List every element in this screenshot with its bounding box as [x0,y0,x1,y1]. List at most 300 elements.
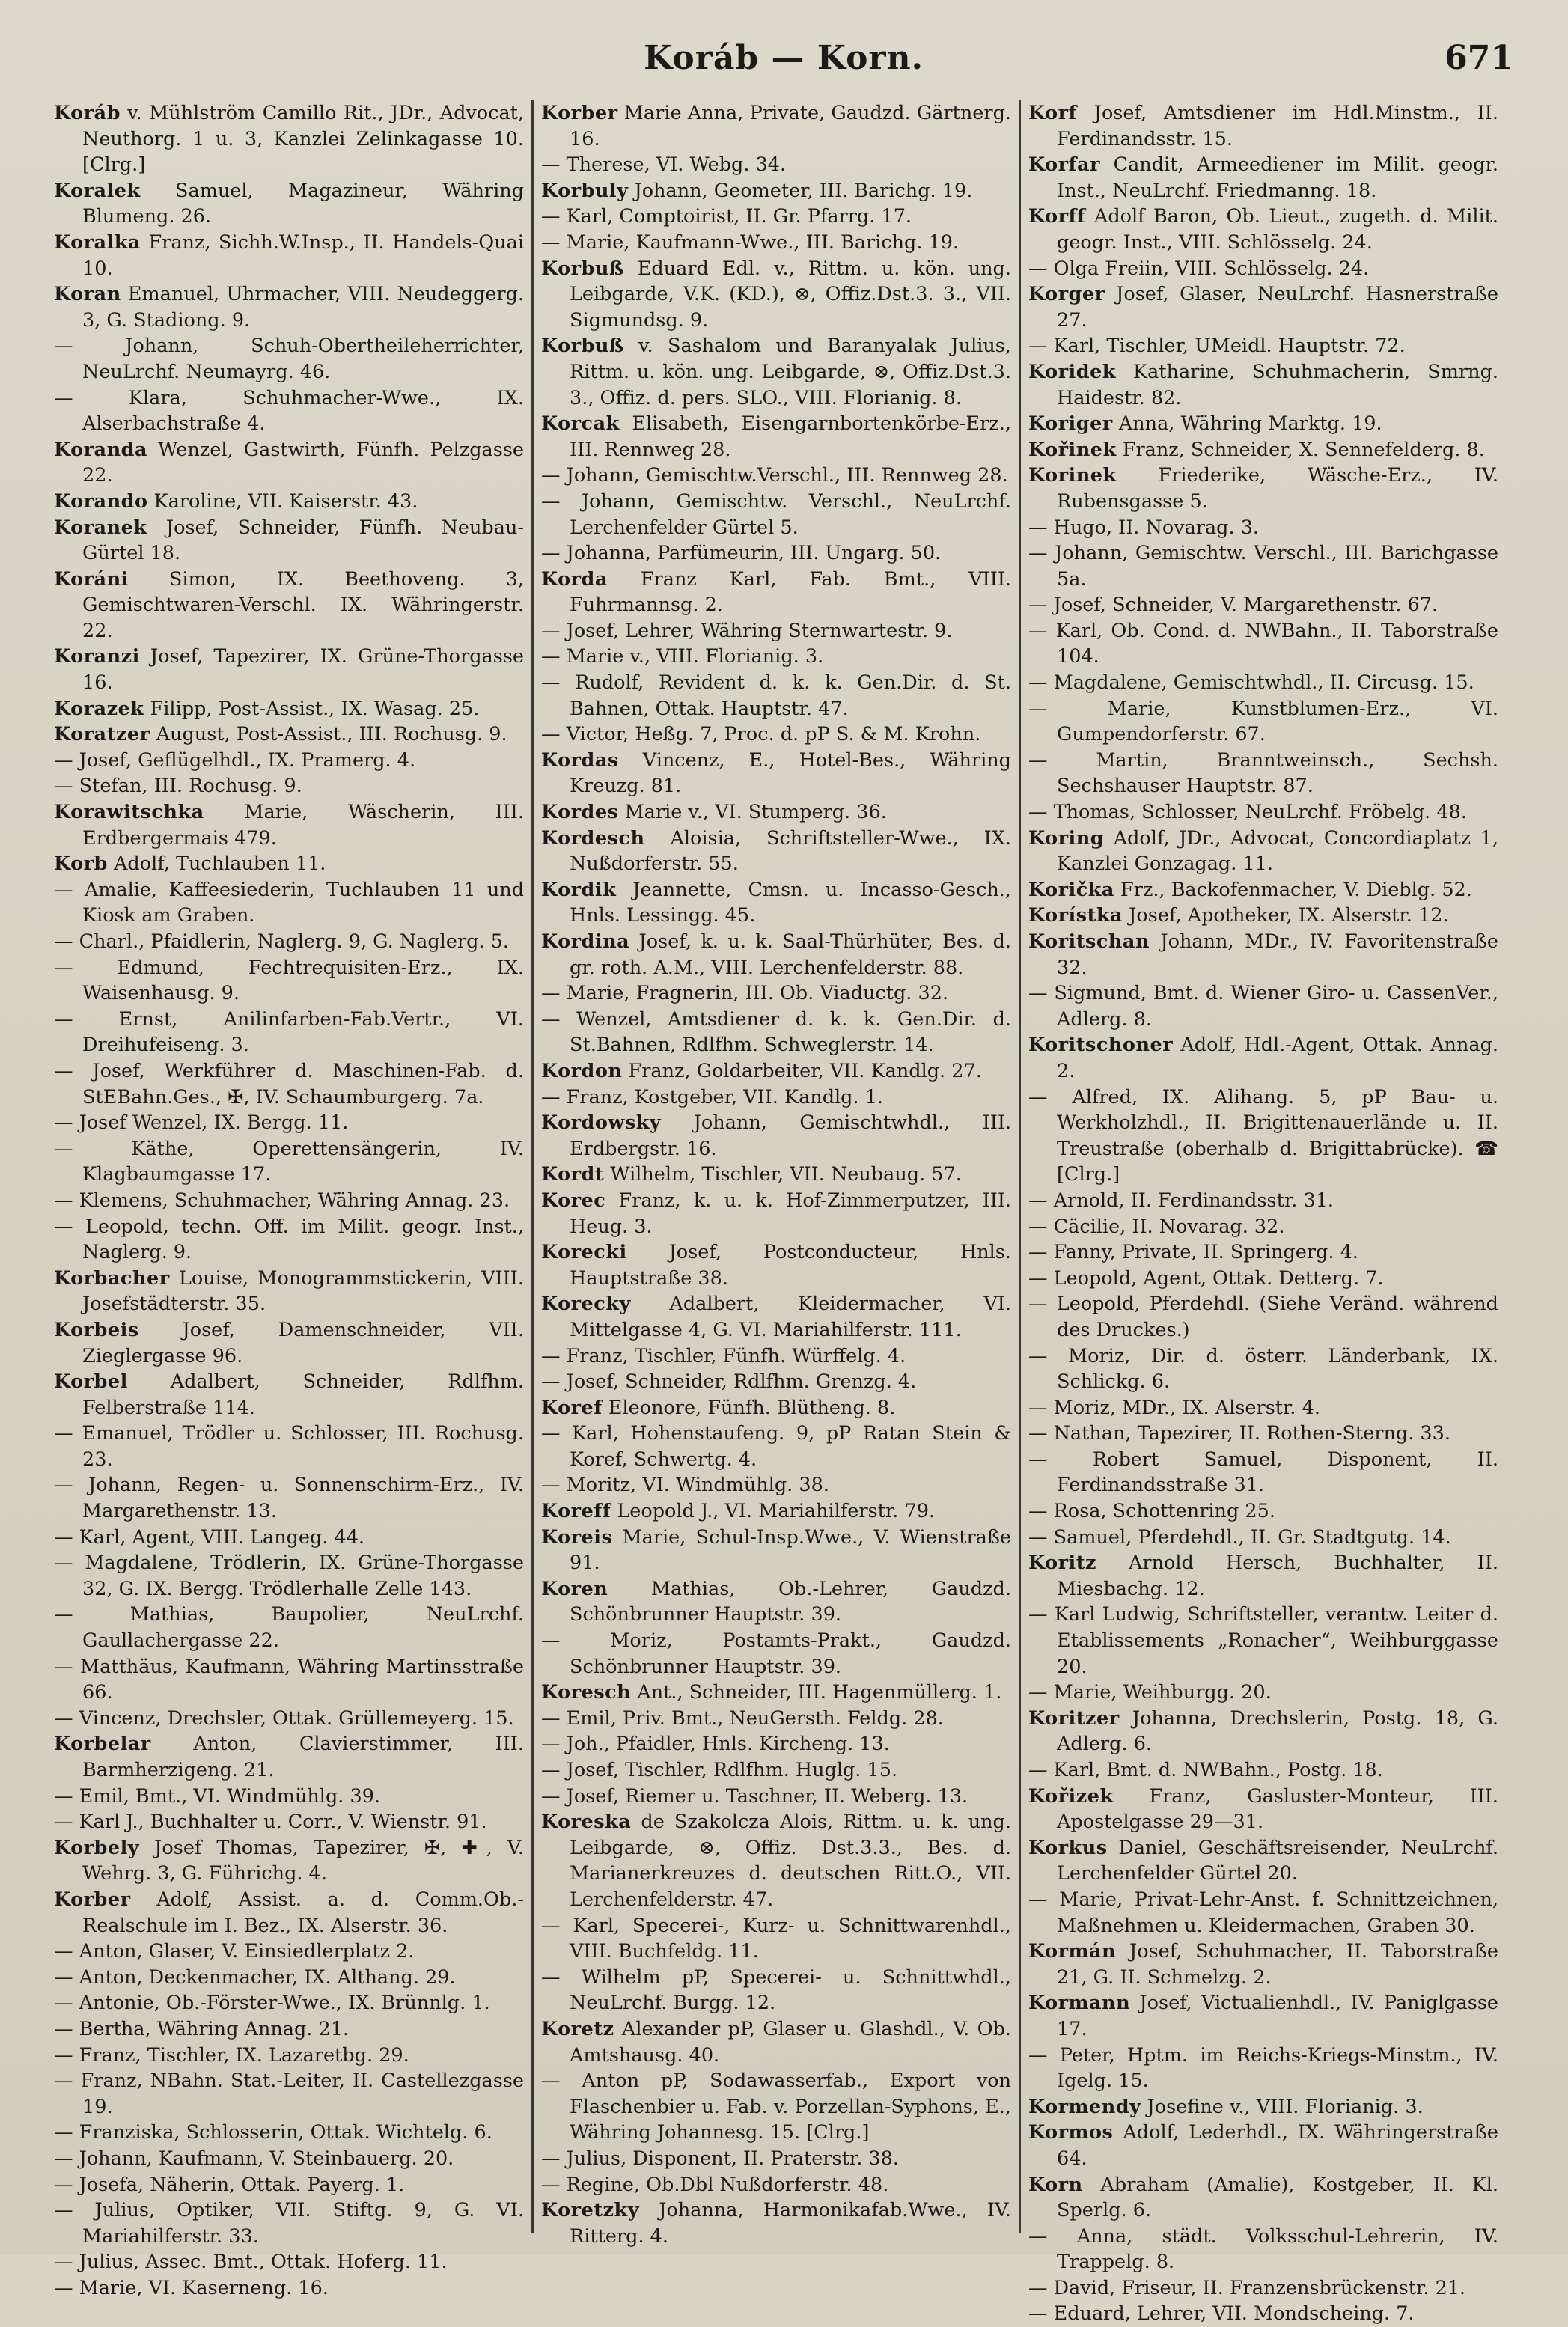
directory-entry [54,1472,524,1524]
entry-details: — Käthe, Operettensängerin, IV. Klagbaumgasse 17. [54,1137,524,1186]
directory-entry [541,1965,1011,2016]
directory-entry [54,748,524,774]
entry-details: — Johann, Schuh-Obertheileherrichter, NeuLrchf. Neumayrg. 46. [54,335,524,383]
entry-surname: Korecki [541,1241,627,1264]
entry-surname: Koranzi [54,645,140,668]
directory-entry [1028,2172,1498,2224]
directory-entry [1028,1706,1498,1757]
entry-details: Adolf, JDr., Advocat, Concordiaplatz 1, Kanzlei Gonzagag. 11. [1057,826,1498,876]
entry-details: Franz, Goldarbeiter, VII. Kandlg. 27. [622,1059,982,1082]
directory-entry [541,1162,1011,1188]
entry-details: — Franz, NBahn. Stat.-Leiter, II. Castellezgasse 19. [54,2070,524,2118]
entry-details: — Johanna, Parfümeurin, III. Ungarg. 50. [541,542,942,565]
entry-details: Marie, Wäscherin, III. Erdbergermais 479. [82,801,524,850]
directory-entry [54,1965,524,1991]
entry-details: — Cäcilie, II. Novarag. 32. [1028,1215,1285,1238]
entry-details: Abraham (Amalie), Kostgeber, II. Kl. Sperlg. 6. [1057,2173,1498,2222]
directory-entry [1028,1835,1498,1887]
directory-entry [54,1809,524,1835]
entry-surname: Kordina [541,930,630,953]
entry-details: Johann, Geometer, III. Barichg. 19. [628,179,973,202]
directory-entry [54,696,524,722]
directory-entry [541,748,1011,799]
entry-details: — Johann, Gemischtw. Verschl., NeuLrchf. Lerchenfelder Gürtel 5. [541,490,1011,539]
directory-entry [1028,592,1498,618]
entry-details: Eduard Edl. v., Rittm. u. kön. ung. Leibgarde, V.K. (KD.), ⊗, Offiz.Dst.3. 3., VII. Sigmundsg. 9. [570,257,1011,332]
directory-entry [1028,2224,1498,2275]
entry-surname: Koring [1028,826,1105,850]
entry-details: — Josef, Geflügelhdl., IX. Pramerg. 4. [54,748,416,772]
directory-entry [54,644,524,695]
directory-entry [1028,1939,1498,1990]
entry-details: — Eduard, Lehrer, VII. Mondscheing. 7. [1028,2302,1415,2326]
directory-entry [541,2198,1011,2249]
entry-details: — Wenzel, Amtsdiener d. k. k. Gen.Dir. d. St.Bahnen, Rdlfhm. Schweglerstr. 14. [541,1007,1011,1057]
directory-entry [1028,748,1498,799]
entry-details: August, Post-Assist., III. Rochusg. 9. [150,723,507,746]
entry-details: — Magdalene, Gemischtwhdl., II. Circusg. 15. [1028,671,1474,695]
entry-details: — Edmund, Fechtrequisiten-Erz., IX. Waisenhausg. 9. [54,956,524,1005]
entry-details: Franz Karl, Fab. Bmt., VIII. Fuhrmannsg. 2. [570,567,1011,617]
entry-details: Anna, Währing Marktg. 19. [1112,412,1382,436]
entry-surname: Koref [541,1396,603,1419]
entry-details: Franz, Sichh.W.Insp., II. Handels-Quai 10. [82,231,524,280]
entry-surname: Kordik [541,878,617,901]
directory-entry [541,1576,1011,1628]
directory-entry [541,644,1011,670]
directory-entry [1028,929,1498,980]
entry-details: Josef, Tapezirer, IX. Grüne-Thorgasse 16. [82,645,524,695]
entry-details: Arnold Hersch, Buchhalter, II. Miesbachg. 12. [1057,1552,1498,1600]
columns [49,100,1516,2326]
directory-entry [1028,540,1498,592]
directory-entry [54,1784,524,1810]
entry-details: Wenzel, Gastwirth, Fünfh. Pelzgasse 22. [82,438,524,487]
entry-details: Josef, Schuhmacher, II. Taborstraße 21, G. II. Schmelzg. 2. [1057,1940,1498,1989]
directory-entry [54,333,524,385]
entry-details: — Anna, städt. Volksschul-Lehrerin, IV. Trappelg. 8. [1028,2224,1498,2274]
entry-details: — Marie, Fragnerin, III. Ob. Viaductg. 32. [541,982,949,1005]
entry-details: Friederike, Wäsche-Erz., IV. Rubensgasse 5. [1057,464,1498,513]
entry-details: — Ernst, Anilinfarben-Fab.Vertr., VI. Dreihufeiseng. 3. [54,1007,524,1057]
directory-entry [54,1835,524,1887]
directory-entry [1028,1784,1498,1835]
entry-details: Louise, Monogrammstickerin, VIII. Josefstädterstr. 35. [82,1266,524,1316]
directory-entry [1028,1344,1498,1395]
directory-entry [54,1136,524,1188]
entry-details: — Anton, Glaser, V. Einsiedlerplatz 2. [54,1940,415,1963]
directory-entry [541,152,1011,178]
entry-details: — Karl, Tischler, UMeidl. Hauptstr. 72. [1028,335,1406,358]
entry-details: Adalbert, Schneider, Rdlfhm. Felberstraße 114. [82,1370,524,1419]
directory-entry [54,1317,524,1369]
entry-details: — Josefa, Näherin, Ottak. Payerg. 1. [54,2173,405,2196]
directory-entry [541,1188,1011,1239]
directory-entry [541,1913,1011,1965]
directory-entry [54,2068,524,2120]
entry-details: — Samuel, Pferdehdl., II. Gr. Stadtgutg. 14. [1028,1525,1451,1549]
entry-surname: Koretz [541,2017,614,2040]
entry-surname: Korber [541,102,618,124]
entry-surname: Kordes [541,801,619,824]
entry-details: — Karl, Bmt. d. NWBahn., Postg. 18. [1028,1759,1383,1781]
entry-details: Daniel, Geschäftsreisender, NeuLrchf. Lerchenfelder Gürtel 20. [1057,1836,1498,1885]
directory-entry [54,1706,524,1732]
entry-details: — Rosa, Schottenring 25. [1028,1500,1275,1523]
entry-details: Elisabeth, Eisengarnbortenkörbe-Erz., III. Rennweg 28. [570,412,1011,461]
entry-details: — Julius, Optiker, VII. Stiftg. 9, G. VI. Mariahilferstr. 33. [54,2199,524,2248]
directory-entry [54,1188,524,1214]
entry-surname: Korbuß [541,335,624,358]
running-title: Koráb — Korn. [644,39,924,77]
directory-entry [1028,1239,1498,1266]
entry-surname: Korbely [54,1836,140,1859]
entry-details: Johann, Gemischtwhdl., III. Erdbergstr. 16. [570,1111,1011,1160]
directory-entry [1028,2275,1498,2302]
directory-entry [1028,1602,1498,1680]
directory-entry [1028,696,1498,748]
directory-entry [54,515,524,567]
directory-entry [1028,256,1498,282]
entry-surname: Koridek [1028,360,1116,383]
directory-entry [54,1421,524,1472]
directory-entry [1028,670,1498,696]
entry-surname: Koranda [54,438,147,461]
entry-details: Josef, Schneider, Fünfh. Neubau-Gürtel 18. [82,516,524,565]
directory-entry [1028,437,1498,463]
entry-details: — Arnold, II. Ferdinandsstr. 31. [1028,1189,1334,1212]
entry-surname: Koran [54,283,121,306]
entry-details: Franz, Gasluster-Monteur, III. Apostelgasse 29—31. [1057,1784,1498,1834]
directory-entry [54,385,524,437]
entry-details: Josef Thomas, Tapezirer, ✠, ✚, V. Wehrg. 3, G. Führichg. 4. [82,1836,524,1885]
entry-surname: Koreis [541,1525,613,1549]
entry-details: Samuel, Magazineur, Währing Blumeng. 26. [82,179,524,228]
entry-details: Mathias, Ob.-Lehrer, Gaudzd. Schönbrunner Hauptstr. 39. [570,1577,1011,1626]
entry-details: — Josef, Riemer u. Taschner, II. Weberg. 13. [541,1784,968,1808]
directory-entry [541,1784,1011,1810]
entry-details: Katharine, Schuhmacherin, Smrng. Haidestr. 82. [1057,360,1498,409]
directory-entry [1028,877,1498,903]
directory-entry [1028,1188,1498,1214]
entry-details: — Marie, VI. Kaserneng. 16. [54,2276,329,2299]
entry-surname: Kordon [541,1059,623,1082]
entry-surname: Koritz [1028,1552,1096,1575]
directory-entry [54,2172,524,2198]
entry-details: — Matthäus, Kaufmann, Währing Martinsstraße 66. [54,1655,524,1704]
directory-entry [1028,1214,1498,1240]
directory-entry [541,333,1011,411]
directory-entry [54,1110,524,1136]
entry-details: Josef, Postconducteur, Hnls. Hauptstraße 38. [570,1241,1011,1290]
entry-details: Josef, Glaser, NeuLrchf. Hasnerstraße 27. [1057,283,1498,332]
entry-details: Candit, Armeediener im Milit. geogr. Inst., NeuLrchf. Friedmanng. 18. [1057,153,1498,202]
directory-entry [541,1007,1011,1058]
entry-details: de Szakolcza Alois, Rittm. u. k. ung. Leibgarde, ⊗, Offiz. Dst.3.3., Bes. d. Marianerkreuzes d. deutschen Ritt.O., VII. Lerchenfelderstr. 47. [570,1811,1011,1911]
entry-details: — Franz, Tischler, IX. Lazaretbg. 29. [54,2043,409,2067]
entry-surname: Korb [54,853,108,876]
directory-entry [541,1680,1011,1706]
directory-entry [541,256,1011,334]
directory-entry [54,1602,524,1653]
directory-entry [541,618,1011,644]
directory-entry [1028,515,1498,541]
directory-entry [541,722,1011,748]
entry-details: — Anton pP, Sodawasserfab., Export von Flaschenbier u. Fab. v. Porzellan-Syphons, E., Währing Johannesg. 15. [Clrg.] [541,2070,1011,2144]
directory-entry [541,1085,1011,1111]
entry-details: — Karl, Ob. Cond. d. NWBahn., II. Taborstraße 104. [1028,619,1498,668]
entry-details: — Vincenz, Drechsler, Ottak. Grüllemeyerg. 15. [54,1707,514,1730]
entry-details: — Karl, Comptoirist, II. Gr. Pfarrg. 17. [541,205,912,228]
directory-entry [54,489,524,515]
entry-details: Johanna, Drechslerin, Postg. 18, G. Adlerg. 6. [1057,1707,1498,1756]
directory-entry [541,1110,1011,1162]
entry-details: — Klemens, Schuhmacher, Währing Annag. 23. [54,1189,510,1212]
entry-details: — Karl, Hohenstaufeng. 9, pP Ratan Stein & Koref, Schwertg. 4. [541,1422,1011,1471]
entry-details: — Josef, Tischler, Rdlfhm. Huglg. 15. [541,1759,898,1781]
entry-details: — Marie v., VIII. Florianig. 3. [541,645,824,668]
entry-details: — Thomas, Schlosser, NeuLrchf. Fröbelg. 48. [1028,801,1467,824]
entry-surname: Kormán [1028,1940,1117,1963]
directory-entry [541,463,1011,489]
entry-surname: Korbuly [541,179,629,202]
directory-entry [54,877,524,929]
entry-details: — Charl., Pfaidlerin, Naglerg. 9, G. Naglerg. 5. [54,930,509,953]
directory-entry [1028,100,1498,152]
directory-entry [54,929,524,955]
entry-details: — Karl J., Buchhalter u. Corr., V. Wienstr. 91. [54,1811,487,1834]
entry-surname: Korber [54,1888,131,1911]
entry-details: — Therese, VI. Webg. 34. [541,153,787,177]
entry-surname: Koralka [54,231,141,254]
directory-entry [54,1007,524,1058]
entry-surname: Koratzer [54,723,150,746]
entry-details: Franz, k. u. k. Hof-Zimmerputzer, III. Heug. 3. [570,1189,1011,1238]
entry-details: — Moritz, VI. Windmühlg. 38. [541,1474,829,1497]
entry-surname: Koretzky [541,2199,640,2222]
entry-details: Simon, IX. Beethoveng. 3, Gemischtwaren-Verschl. IX. Währingerstr. 22. [82,567,524,642]
entry-details: — Leopold, Pferdehdl. (Siehe Veränd. während des Druckes.) [1028,1293,1498,1341]
directory-entry [1028,1990,1498,2042]
directory-entry [541,230,1011,256]
entry-details: — Marie, Kunstblumen-Erz., VI. Gumpendorferstr. 67. [1028,697,1498,746]
directory-entry [1028,333,1498,359]
directory-entry [1028,1887,1498,1939]
entry-details: Emanuel, Uhrmacher, VIII. Neudeggerg. 3, G. Stadiong. 9. [82,283,524,332]
entry-surname: Kordowsky [541,1111,662,1135]
directory-entry [541,1291,1011,1343]
directory-entry [541,1472,1011,1498]
entry-details: — Rudolf, Revident d. k. k. Gen.Dir. d. St. Bahnen, Ottak. Hauptstr. 47. [541,671,1011,720]
directory-entry [54,567,524,644]
entry-surname: Kořinek [1028,438,1117,461]
directory-entry [541,826,1011,877]
entry-surname: Kořizek [1028,1784,1114,1808]
page-number: 671 [1445,39,1513,77]
directory-entry [54,2120,524,2146]
entry-surname: Korda [541,567,608,591]
entry-details: Josef, Amtsdiener im Hdl.Minstm., II. Ferdinandsstr. 15. [1057,102,1498,150]
entry-details: Adolf, Lederhdl., IX. Währingerstraße 64. [1057,2121,1498,2170]
entry-surname: Korbacher [54,1266,170,1290]
entry-surname: Kormos [1028,2121,1114,2144]
entry-surname: Kordas [541,748,619,772]
entry-details: — Regine, Ob.Dbl Nußdorferstr. 48. [541,2173,889,2196]
directory-entry [54,2249,524,2275]
entry-surname: Koritschan [1028,930,1150,953]
directory-entry [54,230,524,281]
directory-entry [1028,2094,1498,2120]
entry-details: Aloisia, Schriftsteller-Wwe., IX. Nußdorferstr. 55. [570,826,1011,876]
entry-details: Josef, Victualienhdl., IV. Paniglgasse 17. [1057,1992,1498,2040]
entry-surname: Koren [541,1577,608,1600]
entry-surname: Korcak [541,412,620,436]
directory-entry [541,1525,1011,1576]
directory-entry [541,980,1011,1007]
entry-surname: Korff [1028,205,1086,228]
entry-surname: Koranek [54,516,147,539]
directory-entry [541,489,1011,540]
directory-entry [541,1421,1011,1472]
entry-details: — David, Friseur, II. Franzensbrückenstr. 21. [1028,2276,1466,2299]
directory-entry [1028,903,1498,929]
column-divider [531,100,534,2233]
entry-details: — Bertha, Währing Annag. 21. [54,2017,350,2040]
entry-surname: Korička [1028,878,1114,901]
entry-details: Vincenz, E., Hotel-Bes., Währing Kreuzg. 81. [570,748,1011,798]
entry-details: — Johann, Gemischtw. Verschl., III. Barichgasse 5a. [1028,542,1498,591]
directory-entry [1028,2043,1498,2094]
directory-entry [541,1498,1011,1525]
directory-entry [541,1395,1011,1421]
entry-details: — Karl, Specerei-, Kurz- u. Schnittwarenhdl., VIII. Buchfeldg. 11. [541,1914,1011,1963]
entry-details: — Alfred, IX. Alihang. 5, pP Bau- u. Werkholzhdl., II. Brigittenauerlände u. II. Treustraße (oberhalb d. Brigittabrücke). ☎ [Clrg.] [1028,1085,1498,1186]
entry-details: — Johann, Kaufmann, V. Steinbauerg. 20. [54,2147,454,2170]
directory-entry [54,437,524,489]
entry-details: — Marie, Privat-Lehr-Anst. f. Schnittzeichnen, Maßnehmen u. Kleidermachen, Graben 30. [1028,1888,1498,1937]
entry-details: — Olga Freiin, VIII. Schlösselg. 24. [1028,257,1370,280]
directory-entry [54,1654,524,1706]
entry-surname: Korawitschka [54,801,204,824]
directory-entry [54,178,524,230]
entry-details: — Emil, Priv. Bmt., NeuGersth. Feldg. 28. [541,1707,944,1730]
entry-surname: Kordt [541,1163,605,1186]
entry-surname: Koralek [54,179,141,202]
entry-surname: Koreff [541,1500,611,1523]
entry-surname: Korazek [54,697,144,720]
entry-details: — Karl Ludwig, Schriftsteller, verantw. Leiter d. Etablissements „Ronacher“, Weihburggasse 20. [1028,1603,1498,1678]
entry-details: — Mathias, Baupolier, NeuLrchf. Gaullachergasse 22. [54,1603,524,1653]
directory-entry [1028,2120,1498,2171]
entry-surname: Korger [1028,283,1105,306]
entry-details: Adolf, Assist. a. d. Comm.Ob.-Realschule im I. Bez., IX. Alserstr. 36. [82,1888,524,1937]
directory-entry [1028,1757,1498,1784]
page-header [54,39,1513,84]
entry-surname: Koresch [541,1681,632,1704]
entry-details: — Marie, Kaufmann-Wwe., III. Barichg. 19. [541,231,960,254]
entry-surname: Koráb [54,102,121,124]
directory-entry [54,955,524,1007]
directory-entry [1028,1447,1498,1498]
directory-entry [1028,980,1498,1032]
entry-details: — Stefan, III. Rochusg. 9. [54,775,302,798]
entry-surname: Korkus [1028,1836,1108,1859]
entry-surname: Korbuß [541,257,624,280]
entry-surname: Korn [1028,2173,1083,2196]
directory-entry [1028,1266,1498,1292]
directory-entry [541,411,1011,463]
directory-entry [54,851,524,877]
entry-details: — Victor, Heßg. 7, Proc. d. pP S. & M. Krohn. [541,723,981,746]
entry-details: — Sigmund, Bmt. d. Wiener Giro- u. CassenVer., Adlerg. 8. [1028,982,1498,1031]
entry-details: Marie, Schul-Insp.Wwe., V. Wienstraße 91. [570,1525,1011,1575]
directory-entry [541,2068,1011,2146]
entry-surname: Korinek [1028,464,1117,487]
entry-surname: Kormann [1028,1992,1131,2015]
column-3 [1024,100,1503,2326]
entry-surname: Kormendy [1028,2095,1141,2118]
directory-entry [54,1266,524,1317]
directory-entry [54,1550,524,1602]
entry-details: Jeannette, Cmsn. u. Incasso-Gesch., Hnls. Lessingg. 45. [570,878,1011,927]
entry-details: Anton, Clavierstimmer, III. Barmherzigeng. 21. [82,1733,524,1781]
entry-details: — Moriz, Dir. d. österr. Länderbank, IX. Schlickg. 6. [1028,1344,1498,1394]
entry-surname: Korbeis [54,1318,139,1341]
entry-details: — Klara, Schuhmacher-Wwe., IX. Alserbachstraße 4. [54,386,524,436]
directory-entry [54,281,524,333]
entry-details: Adalbert, Kleidermacher, VI. Mittelgasse 4, G. VI. Mariahilferstr. 111. [570,1293,1011,1341]
entry-details: — Johann, Regen- u. Sonnenschirm-Erz., IV. Margarethenstr. 13. [54,1474,524,1523]
entry-surname: Kordesch [541,826,645,850]
directory-entry [541,1344,1011,1370]
directory-entry [54,2016,524,2043]
directory-entry [1028,359,1498,411]
entry-details: — Robert Samuel, Disponent, II. Ferdinandsstraße 31. [1028,1448,1498,1497]
directory-entry [1028,799,1498,826]
directory-entry [54,1731,524,1783]
entry-details: — Emil, Bmt., VI. Windmühlg. 39. [54,1784,381,1808]
directory-entry [1028,1498,1498,1525]
entry-surname: Korbel [54,1370,128,1394]
directory-entry [54,1214,524,1266]
entry-details: Alexander pP, Glaser u. Glashdl., V. Ob. Amtshausg. 40. [570,2017,1011,2067]
entry-details: — Franz, Kostgeber, VII. Kandlg. 1. [541,1085,884,1108]
directory-entry [1028,826,1498,877]
entry-details: Marie Anna, Private, Gaudzd. Gärtnerg. 16. [570,102,1011,150]
directory-entry [1028,1085,1498,1188]
entry-surname: Korec [541,1189,606,1212]
entry-details: — Josef, Werkführer d. Maschinen-Fab. d. StEBahn.Ges., ✠, IV. Schaumburgerg. 7a. [54,1059,524,1108]
directory-entry [541,799,1011,826]
entry-details: — Moriz, MDr., IX. Alserstr. 4. [1028,1396,1320,1419]
entry-details: — Josef Wenzel, IX. Bergg. 11. [54,1111,349,1135]
entry-surname: Koreska [541,1811,632,1834]
entry-details: — Franz, Tischler, Fünfh. Würffelg. 4. [541,1344,906,1367]
entry-surname: Koráni [54,567,129,591]
directory-entry [54,722,524,748]
entry-details: — Antonie, Ob.-Förster-Wwe., IX. Brünnlg. 1. [54,1992,490,2015]
entry-details: Josef, k. u. k. Saal-Thürhüter, Bes. d. gr. roth. A.M., VIII. Lerchenfelderstr. 88. [570,930,1011,979]
entry-details: — Marie, Weihburgg. 20. [1028,1681,1272,1704]
entry-details: — Amalie, Kaffeesiederin, Tuchlauben 11 und Kiosk am Graben. [54,878,524,927]
entry-details: Eleonore, Fünfh. Blütheng. 8. [602,1396,896,1419]
directory-entry [541,1706,1011,1732]
entry-surname: Korf [1028,102,1078,124]
entry-details: — Magdalene, Trödlerin, IX. Grüne-Thorgasse 32, G. IX. Bergg. Trödlerhalle Zelle 143. [54,1552,524,1600]
entry-surname: Korecky [541,1293,631,1316]
entry-details: — Joh., Pfaidler, Hnls. Kircheng. 13. [541,1733,890,1756]
directory-entry [54,100,524,178]
